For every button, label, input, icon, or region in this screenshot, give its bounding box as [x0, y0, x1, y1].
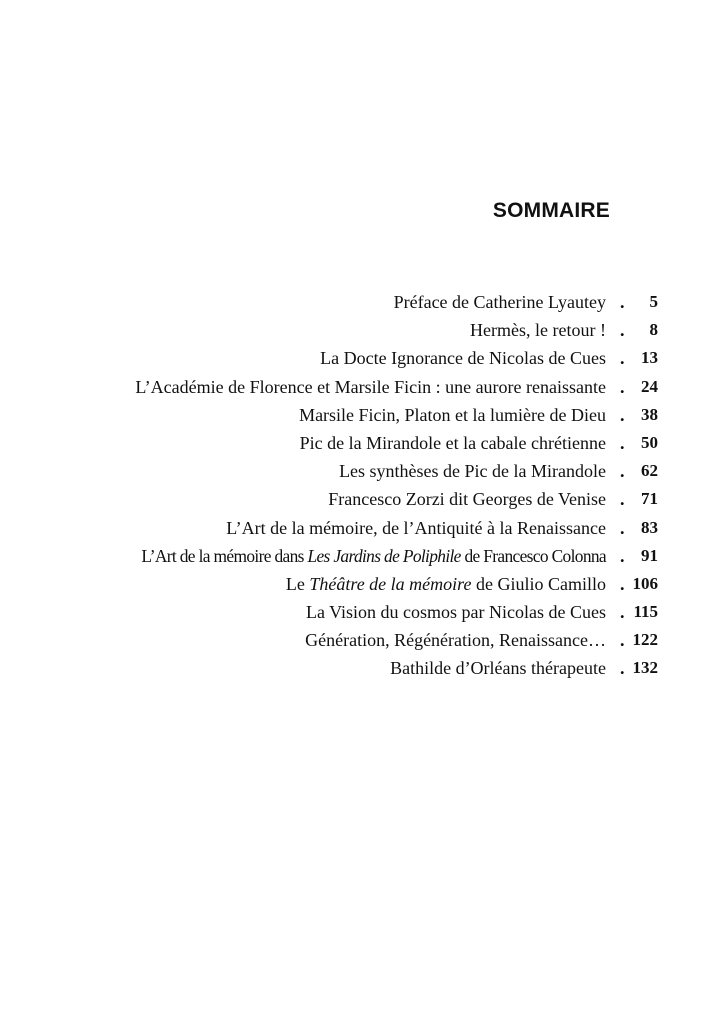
- toc-page-number: 71: [641, 489, 658, 509]
- toc-leader-dot: .: [620, 602, 625, 623]
- toc-entry-title: Francesco Zorzi dit Georges de Venise: [328, 489, 606, 510]
- table-of-contents: [0, 288, 722, 683]
- toc-entry-title-part: de Francesco Colonna: [460, 545, 606, 566]
- toc-leader-dot: .: [620, 376, 625, 397]
- toc-entry: [0, 485, 722, 513]
- toc-entry-title: L’Art de la mémoire, de l’Antiquité à la Renaissance: [226, 517, 606, 538]
- toc-entry: [0, 626, 722, 654]
- toc-page-number: 132: [632, 658, 658, 678]
- toc-leader-dot: .: [620, 630, 625, 651]
- toc-entry-title: La Docte Ignorance de Nicolas de Cues: [320, 348, 606, 369]
- toc-leader-dot: .: [620, 658, 625, 679]
- toc-entry: [0, 344, 722, 372]
- page-title: SOMMAIRE: [492, 199, 610, 222]
- toc-page-number: 5: [649, 292, 658, 311]
- toc-entry: [0, 654, 722, 682]
- toc-entry-title: Pic de la Mirandole et la cabale chrétienne: [299, 432, 606, 453]
- toc-entry-title-part: L’Art de la mémoire dans: [141, 545, 308, 566]
- toc-page-number: 8: [649, 320, 658, 340]
- toc-entry: [0, 401, 722, 429]
- toc-entry-title: Préface de Catherine Lyautey: [393, 292, 606, 312]
- toc-entry: [0, 316, 722, 344]
- toc-leader-dot: .: [620, 404, 625, 425]
- toc-entry: [0, 373, 722, 401]
- toc-leader-dot: .: [620, 489, 625, 510]
- toc-entry-title-italic: Théâtre de la mémoire: [309, 573, 472, 594]
- toc-entry: [0, 429, 722, 457]
- toc-leader-dot: .: [620, 320, 625, 341]
- toc-entry-title-part: de Giulio Camillo: [471, 573, 606, 594]
- toc-page-number: 13: [641, 348, 658, 368]
- toc-entry-title: [286, 570, 606, 598]
- toc-page-number: 83: [641, 517, 658, 537]
- toc-entry-title-part: Le: [285, 573, 310, 594]
- toc-entry-title: Bathilde d’Orléans thérapeute: [390, 658, 606, 679]
- toc-page-number: 38: [641, 404, 658, 424]
- toc-entry-title-italic: Les Jardins de Poliphile: [307, 545, 461, 566]
- toc-page-number: 106: [632, 573, 658, 593]
- toc-entry-title: La Vision du cosmos par Nicolas de Cues: [305, 602, 606, 623]
- toc-entry-title: L’Académie de Florence et Marsile Ficin : une aurore renaissante: [135, 376, 606, 397]
- toc-leader-dot: .: [620, 292, 625, 312]
- toc-entry: [0, 598, 722, 626]
- toc-entry-title: Marsile Ficin, Platon et la lumière de Dieu: [299, 404, 606, 425]
- toc-page-number: 91: [641, 545, 658, 565]
- toc-entry-title: [141, 542, 606, 570]
- toc-page-number: 50: [641, 432, 658, 452]
- toc-entry: [0, 542, 722, 570]
- toc-entry: [0, 570, 722, 598]
- toc-page-number: 122: [632, 630, 658, 650]
- toc-page-number: 24: [641, 376, 658, 396]
- toc-entry-title: Génération, Régénération, Renaissance…: [305, 630, 606, 651]
- toc-leader-dot: .: [620, 545, 625, 566]
- toc-entry-title: Les synthèses de Pic de la Mirandole: [339, 461, 606, 482]
- toc-entry-title: Hermès, le retour !: [470, 320, 606, 341]
- toc-leader-dot: .: [620, 573, 625, 594]
- toc-entry: [0, 457, 722, 485]
- toc-entry: [0, 288, 722, 316]
- toc-leader-dot: .: [620, 348, 625, 369]
- toc-entry: [0, 514, 722, 542]
- toc-page-number: 115: [633, 602, 658, 622]
- toc-leader-dot: .: [620, 461, 625, 482]
- toc-leader-dot: .: [620, 432, 625, 453]
- toc-page-number: 62: [641, 461, 658, 481]
- toc-leader-dot: .: [620, 517, 625, 538]
